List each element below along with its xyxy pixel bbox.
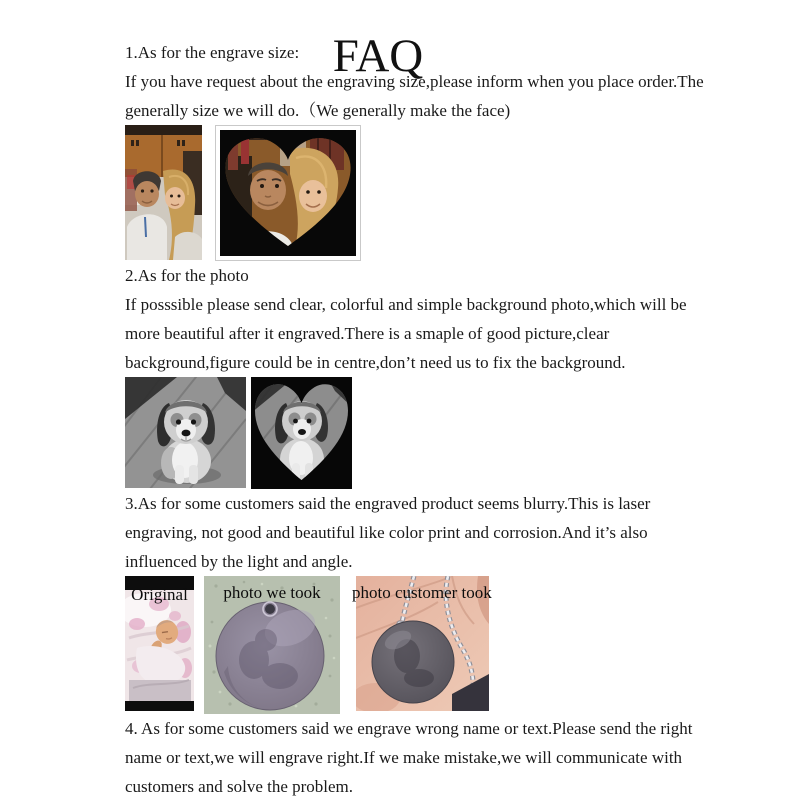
dog-original-photo — [125, 377, 246, 488]
faq-content — [125, 38, 709, 800]
section-2-body: If posssible please send clear, colorful and simple background photo,which will be more beautiful after it engraved.There is a smaple of good picture,clear background,figure could be in centre,don’t need us to fix the background. — [125, 295, 687, 372]
pendant-photo-customer-took — [352, 576, 492, 711]
photo-row-blurry-comparison — [125, 576, 709, 714]
dog-heart-engraving-preview — [251, 377, 352, 489]
section-1-body: If you have request about the engraving size,please inform when you place order.The generally size we will do.（We generally make the face) — [125, 72, 704, 120]
section-4-body: 4. As for some customers said we engrave wrong name or text.Please send the right name or text,we will engrave right.If we make mistake,we will communicate with customers and solve the problem. — [125, 719, 693, 796]
baby-original-photo — [125, 576, 194, 711]
section-3-body: 3.As for some customers said the engraved product seems blurry.This is laser engraving, not good and beautiful like color print and corrosion.And it’s also influenced by the light and angle. — [125, 494, 651, 571]
original-photo-label: Original — [131, 585, 188, 604]
family-selfie-heart-engraving-preview — [215, 125, 361, 261]
photo-row-engrave-size — [125, 125, 709, 261]
photo-we-took-label: photo we took — [223, 583, 321, 602]
section-2-heading: 2.As for the photo — [125, 266, 249, 285]
photo-row-dog-sample — [125, 377, 709, 489]
family-selfie-original-photo — [125, 125, 202, 260]
section-1-heading: 1.As for the engrave size: — [125, 43, 300, 62]
photo-customer-took-label: photo customer took — [352, 583, 492, 602]
pendant-photo-we-took — [204, 576, 340, 714]
page-title: FAQ — [332, 30, 424, 83]
